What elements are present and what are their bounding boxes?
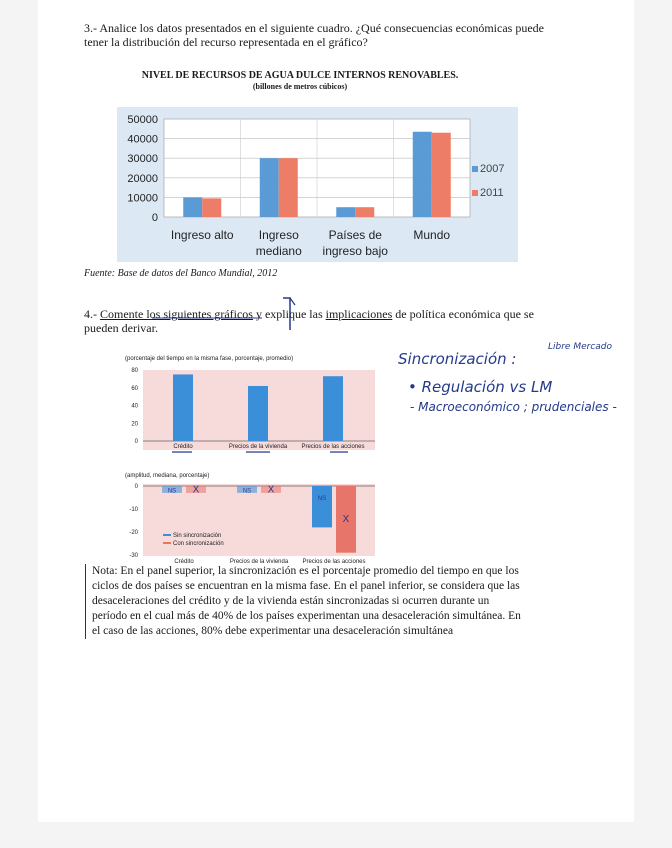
- chart1-ytick-label: 40000: [127, 133, 158, 146]
- chart1-legend-label: 2011: [480, 187, 504, 199]
- chart2-category-label: Crédito: [173, 444, 193, 450]
- chart2-ytick-label: 40: [131, 403, 138, 410]
- chart1-legend-label: 2007: [480, 163, 505, 175]
- chart1-category-label: Mundo: [413, 228, 451, 242]
- chart1-bar-2011: [279, 158, 298, 217]
- chart3-ylabel: (amplitud, mediana, porcentaje): [125, 473, 210, 479]
- chart1-category-label: Países de: [328, 228, 382, 242]
- q4-prefix: 4.-: [84, 307, 100, 321]
- chart2-ytick-label: 60: [131, 385, 138, 392]
- chart1-bar-2007: [260, 158, 279, 217]
- source-text: : Base de datos del Banco Mundial, 2012: [111, 268, 278, 279]
- chart3-category-label: Precios de la vivienda: [229, 559, 289, 565]
- chart1-subtitle: (billones de metros cúbicos): [252, 82, 348, 91]
- chart3-category-label: Crédito: [174, 559, 194, 565]
- chart3-ytick-label: 0: [134, 484, 138, 490]
- chart3-annotation: X: [267, 484, 275, 496]
- source-label: Fuente: [84, 268, 112, 279]
- chart3-annotation: NS: [167, 488, 177, 495]
- chart3-bar-sin: [312, 486, 332, 527]
- chart1-ytick-label: 0: [151, 212, 158, 224]
- chart3-annotation: NS: [242, 488, 252, 495]
- q4-underlined-2: implicaciones: [325, 307, 393, 321]
- chart1-bar-2011: [202, 198, 221, 217]
- chart1-title: NIVEL DE RECURSOS DE AGUA DULCE INTERNOS RENOVABLES.: [141, 70, 459, 81]
- chart1-ytick-label: 50000: [127, 114, 158, 126]
- chart2-category-label: Precios de la vivienda: [228, 444, 288, 450]
- chart1-category-label: mediano: [255, 244, 302, 258]
- chart3-ytick-label: -10: [129, 507, 138, 513]
- chart1-legend-swatch: [472, 166, 478, 172]
- chart1-category-label: Ingreso alto: [170, 228, 234, 242]
- q4-underlined-1: Comente los siguientes gráficos: [100, 307, 253, 321]
- chart2-ylabel: (porcentaje del tiempo en la misma fase, porcentaje, promedio): [125, 356, 294, 362]
- handwriting-sincronizacion: Sincronización :: [398, 350, 517, 368]
- chart2-category-label: Precios de las acciones: [301, 444, 365, 450]
- chart1-source: [84, 268, 277, 279]
- chart1-bar-2007: [336, 207, 355, 217]
- chart1-bar-2007: [413, 132, 432, 217]
- chart2-ytick-label: 0: [134, 439, 138, 445]
- chart1-ytick-label: 20000: [127, 172, 158, 185]
- chart3-category-label: Precios de las acciones: [302, 559, 366, 565]
- chart2-ytick-label: 20: [131, 421, 138, 428]
- handwriting-macro: - Macroeconómico ; prudenciales -: [410, 400, 617, 414]
- chart1-bar-2011: [432, 133, 451, 217]
- chart2-bar: [173, 374, 193, 441]
- chart2-bar: [323, 376, 343, 441]
- chart1-legend-swatch: [472, 190, 478, 196]
- chart1-bar-2011: [355, 207, 374, 217]
- chart3-ytick-label: -30: [129, 553, 138, 559]
- chart3-legend-swatch: [163, 542, 171, 544]
- chart3-annotation: X: [342, 514, 350, 525]
- chart1-bar-2007: [183, 197, 202, 217]
- handwriting-libre-mercado: Libre Mercado: [548, 342, 613, 352]
- chart3-annotation: X: [192, 484, 200, 496]
- chart3-legend-swatch: [163, 534, 171, 536]
- q4-suffix: de política económica que se pueden derivar.: [84, 307, 534, 335]
- handwriting-regulacion: • Regulación vs LM: [408, 378, 553, 396]
- chart1-category-label: Ingreso: [258, 228, 299, 242]
- chart3-ytick-label: -20: [129, 530, 138, 536]
- chart2-ytick-label: 80: [131, 368, 138, 374]
- chart1-category-label: ingreso bajo: [322, 244, 388, 258]
- note-paragraph: Nota: En el panel superior, la sincronización es el porcentaje promedio del tiempo en que los ciclos de dos países se encuentran en la misma fase. En el panel inferior, se considera que las desaceleraciones del crédito y de la vivienda están sincronizadas si ocurren durante un período en el cual más de 40% de los países experimentan una desaceleración simultánea. En el caso de las acciones, 80% debe experimentar una desaceleración simultánea: [85, 564, 522, 639]
- chart3-legend-label: Con sincronización: [173, 541, 224, 547]
- chart3-annotation: NS: [317, 496, 327, 502]
- chart2-bar: [248, 386, 268, 441]
- question-4: [84, 307, 554, 335]
- question-3: 3.- Analice los datos presentados en el siguiente cuadro. ¿Qué consecuencias económicas puede tener la distribución del recurso representada en el gráfico?: [84, 21, 544, 49]
- q4-middle: y explique las: [252, 307, 326, 321]
- chart1-ytick-label: 30000: [127, 153, 158, 166]
- chart1-ytick-label: 10000: [127, 192, 158, 205]
- chart3-legend-label: Sin sincronización: [173, 533, 222, 539]
